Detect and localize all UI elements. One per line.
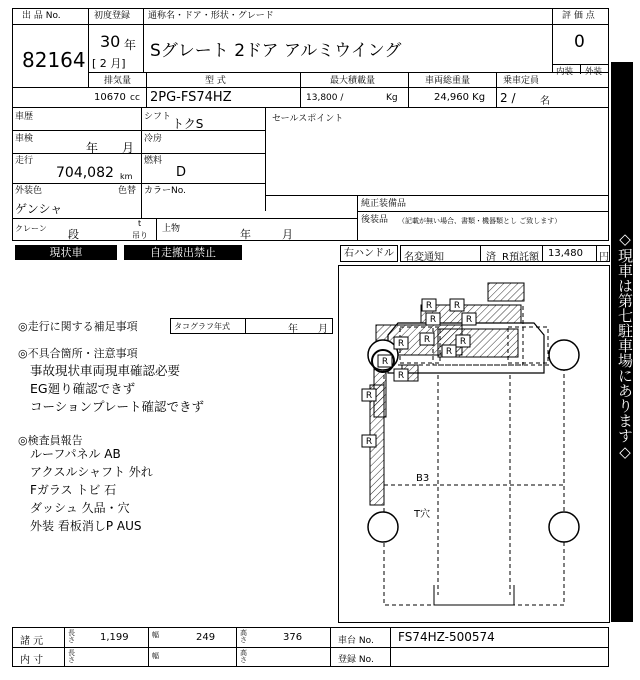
color-no-label: 色替 <box>118 186 137 196</box>
year-unit: 年 <box>124 38 137 52</box>
vehicle-damage-diagram <box>338 265 610 623</box>
selling-points-label: セールスポイント <box>272 114 344 124</box>
genuine-label: 純正装備品 <box>361 199 407 209</box>
gross-weight-label: 車両総重量 <box>425 76 471 86</box>
fuel-label: 燃料 <box>144 156 163 166</box>
width-value: 249 <box>196 632 216 643</box>
displacement-value: 10670 <box>94 92 126 103</box>
first-reg-label: 初度登録 <box>94 11 131 21</box>
inner-length-label: 長さ <box>68 649 75 664</box>
kg-unit: Kg <box>386 93 398 103</box>
cc-unit: cc <box>130 93 140 103</box>
max-load-label: 最大積載量 <box>330 76 376 86</box>
upper-label: 上物 <box>162 224 181 234</box>
score-label: 評 価 点 <box>562 11 595 21</box>
inner-height-label: 高さ <box>240 649 247 664</box>
displacement-label: 排気量 <box>104 76 132 86</box>
yen-unit: 円 <box>599 252 609 263</box>
lot-number: 82164 <box>22 48 86 72</box>
parking-notice: ◇現車は第七駐車場にあります◇ <box>611 62 633 622</box>
retrofit-label: 後装品 <box>361 215 389 225</box>
model-value: 2PG-FS74HZ <box>150 90 232 105</box>
shift-value: トクS <box>172 117 204 131</box>
inspection-month: 月 <box>122 141 135 155</box>
height-label: 高さ <box>240 629 247 644</box>
vehicle-name: Sグレート 2ドア アルミウイング <box>150 41 402 61</box>
recycle-label: R預託額 <box>502 252 539 263</box>
crane-hang: 吊り <box>132 231 148 240</box>
damage-mark: R <box>453 301 461 311</box>
km-unit: km <box>120 172 133 181</box>
inspector-item: ダッシュ 久品・穴 <box>30 501 130 515</box>
capacity-unit: 名 <box>540 96 550 107</box>
name-label: 通称名・ドア・形状・グレード <box>148 11 274 21</box>
first-reg-month: [ 2 月] <box>92 57 126 70</box>
current-status-badge: 現状車 <box>15 245 117 260</box>
retrofit-note: （記載が無い場合、書類・機器類とし ご致します） <box>398 217 562 225</box>
spec-label: 諸 元 <box>20 636 44 647</box>
running-notes-label: ◎走行に関する補足事項 <box>18 320 138 333</box>
inspector-item: ルーフパネル AB <box>30 447 121 461</box>
fuel-value: D <box>176 165 187 180</box>
inspector-item: Fガラス トビ 石 <box>30 483 117 497</box>
damage-mark: R <box>445 347 453 357</box>
b3-label: B3 <box>416 473 430 484</box>
ac-label: 冷房 <box>144 134 163 144</box>
damage-mark: R <box>397 371 405 381</box>
crane-stage: 段 <box>68 228 79 241</box>
history-label: 車歴 <box>15 112 34 122</box>
model-label: 型 式 <box>205 76 226 86</box>
chassis-label: 車台 No. <box>338 636 374 646</box>
defects-label: ◎不具合箇所・注意事項 <box>18 347 138 360</box>
crane-ton: t <box>138 219 142 228</box>
interior-label: 内装 <box>556 67 574 77</box>
damage-mark: R <box>365 391 373 401</box>
capacity-value: 2 / <box>500 91 516 105</box>
tacho-label: タコグラフ年式 <box>174 322 230 331</box>
lot-label: 出 品 No. <box>22 11 61 21</box>
exterior-label: 外装 <box>585 67 603 77</box>
color-label: 外装色 <box>15 186 43 196</box>
tax-status: 済 <box>486 252 496 263</box>
mileage-value: 704,082 <box>56 165 114 181</box>
shift-label: シフト <box>144 112 172 122</box>
tacho-year: 年 <box>288 324 298 335</box>
upper-year: 年 <box>240 228 251 241</box>
inspector-label: ◎検査員報告 <box>18 434 83 447</box>
chassis-value: FS74HZ-500574 <box>398 630 495 644</box>
length-value: 1,199 <box>100 632 129 643</box>
damage-mark: R <box>365 437 373 447</box>
defect-item: EG廻り確認できず <box>30 381 136 396</box>
crane-label: クレーン <box>15 224 47 233</box>
damage-mark: R <box>425 301 433 311</box>
color-code-label: カラーNo. <box>144 186 186 196</box>
name-change-label: 名変通知 <box>404 252 444 263</box>
inner-width-label: 幅 <box>152 652 159 660</box>
gross-weight-value: 24,960 Kg <box>434 92 486 103</box>
damage-mark: R <box>465 315 473 325</box>
capacity-label: 乗車定員 <box>503 76 540 86</box>
t-hole-label: T穴 <box>414 509 431 520</box>
mileage-label: 走行 <box>15 156 34 166</box>
damage-mark: R <box>381 357 389 367</box>
color-value: ゲンシャ <box>15 202 63 216</box>
length-label: 長さ <box>68 629 75 644</box>
defect-item: 事故現状車両現車確認必要 <box>30 363 181 378</box>
damage-mark: R <box>397 339 405 349</box>
max-load-value: 13,800 / <box>306 93 344 103</box>
height-value: 376 <box>283 632 303 643</box>
first-reg-year: 30 <box>100 32 121 51</box>
inner-label: 内 寸 <box>20 655 44 666</box>
handle-box: 右ハンドル <box>340 245 398 262</box>
damage-mark: R <box>429 315 437 325</box>
inspector-item: アクスルシャフト 外れ <box>30 465 153 479</box>
inspection-label: 車検 <box>15 134 34 144</box>
tacho-month: 月 <box>318 324 328 335</box>
score-value: 0 <box>574 32 585 52</box>
defect-item: コーションプレート確認できず <box>30 399 205 414</box>
damage-mark: R <box>423 335 431 345</box>
inspection-year: 年 <box>86 141 99 155</box>
width-label: 幅 <box>152 631 159 639</box>
inspector-item: 外装 看板消しP AUS <box>30 519 142 533</box>
self-drive-badge: 自走搬出禁止 <box>124 245 242 260</box>
upper-month: 月 <box>282 228 293 241</box>
reg-label: 登録 No. <box>338 655 374 665</box>
recycle-amount: 13,480 <box>548 248 583 259</box>
damage-mark: R <box>459 337 467 347</box>
